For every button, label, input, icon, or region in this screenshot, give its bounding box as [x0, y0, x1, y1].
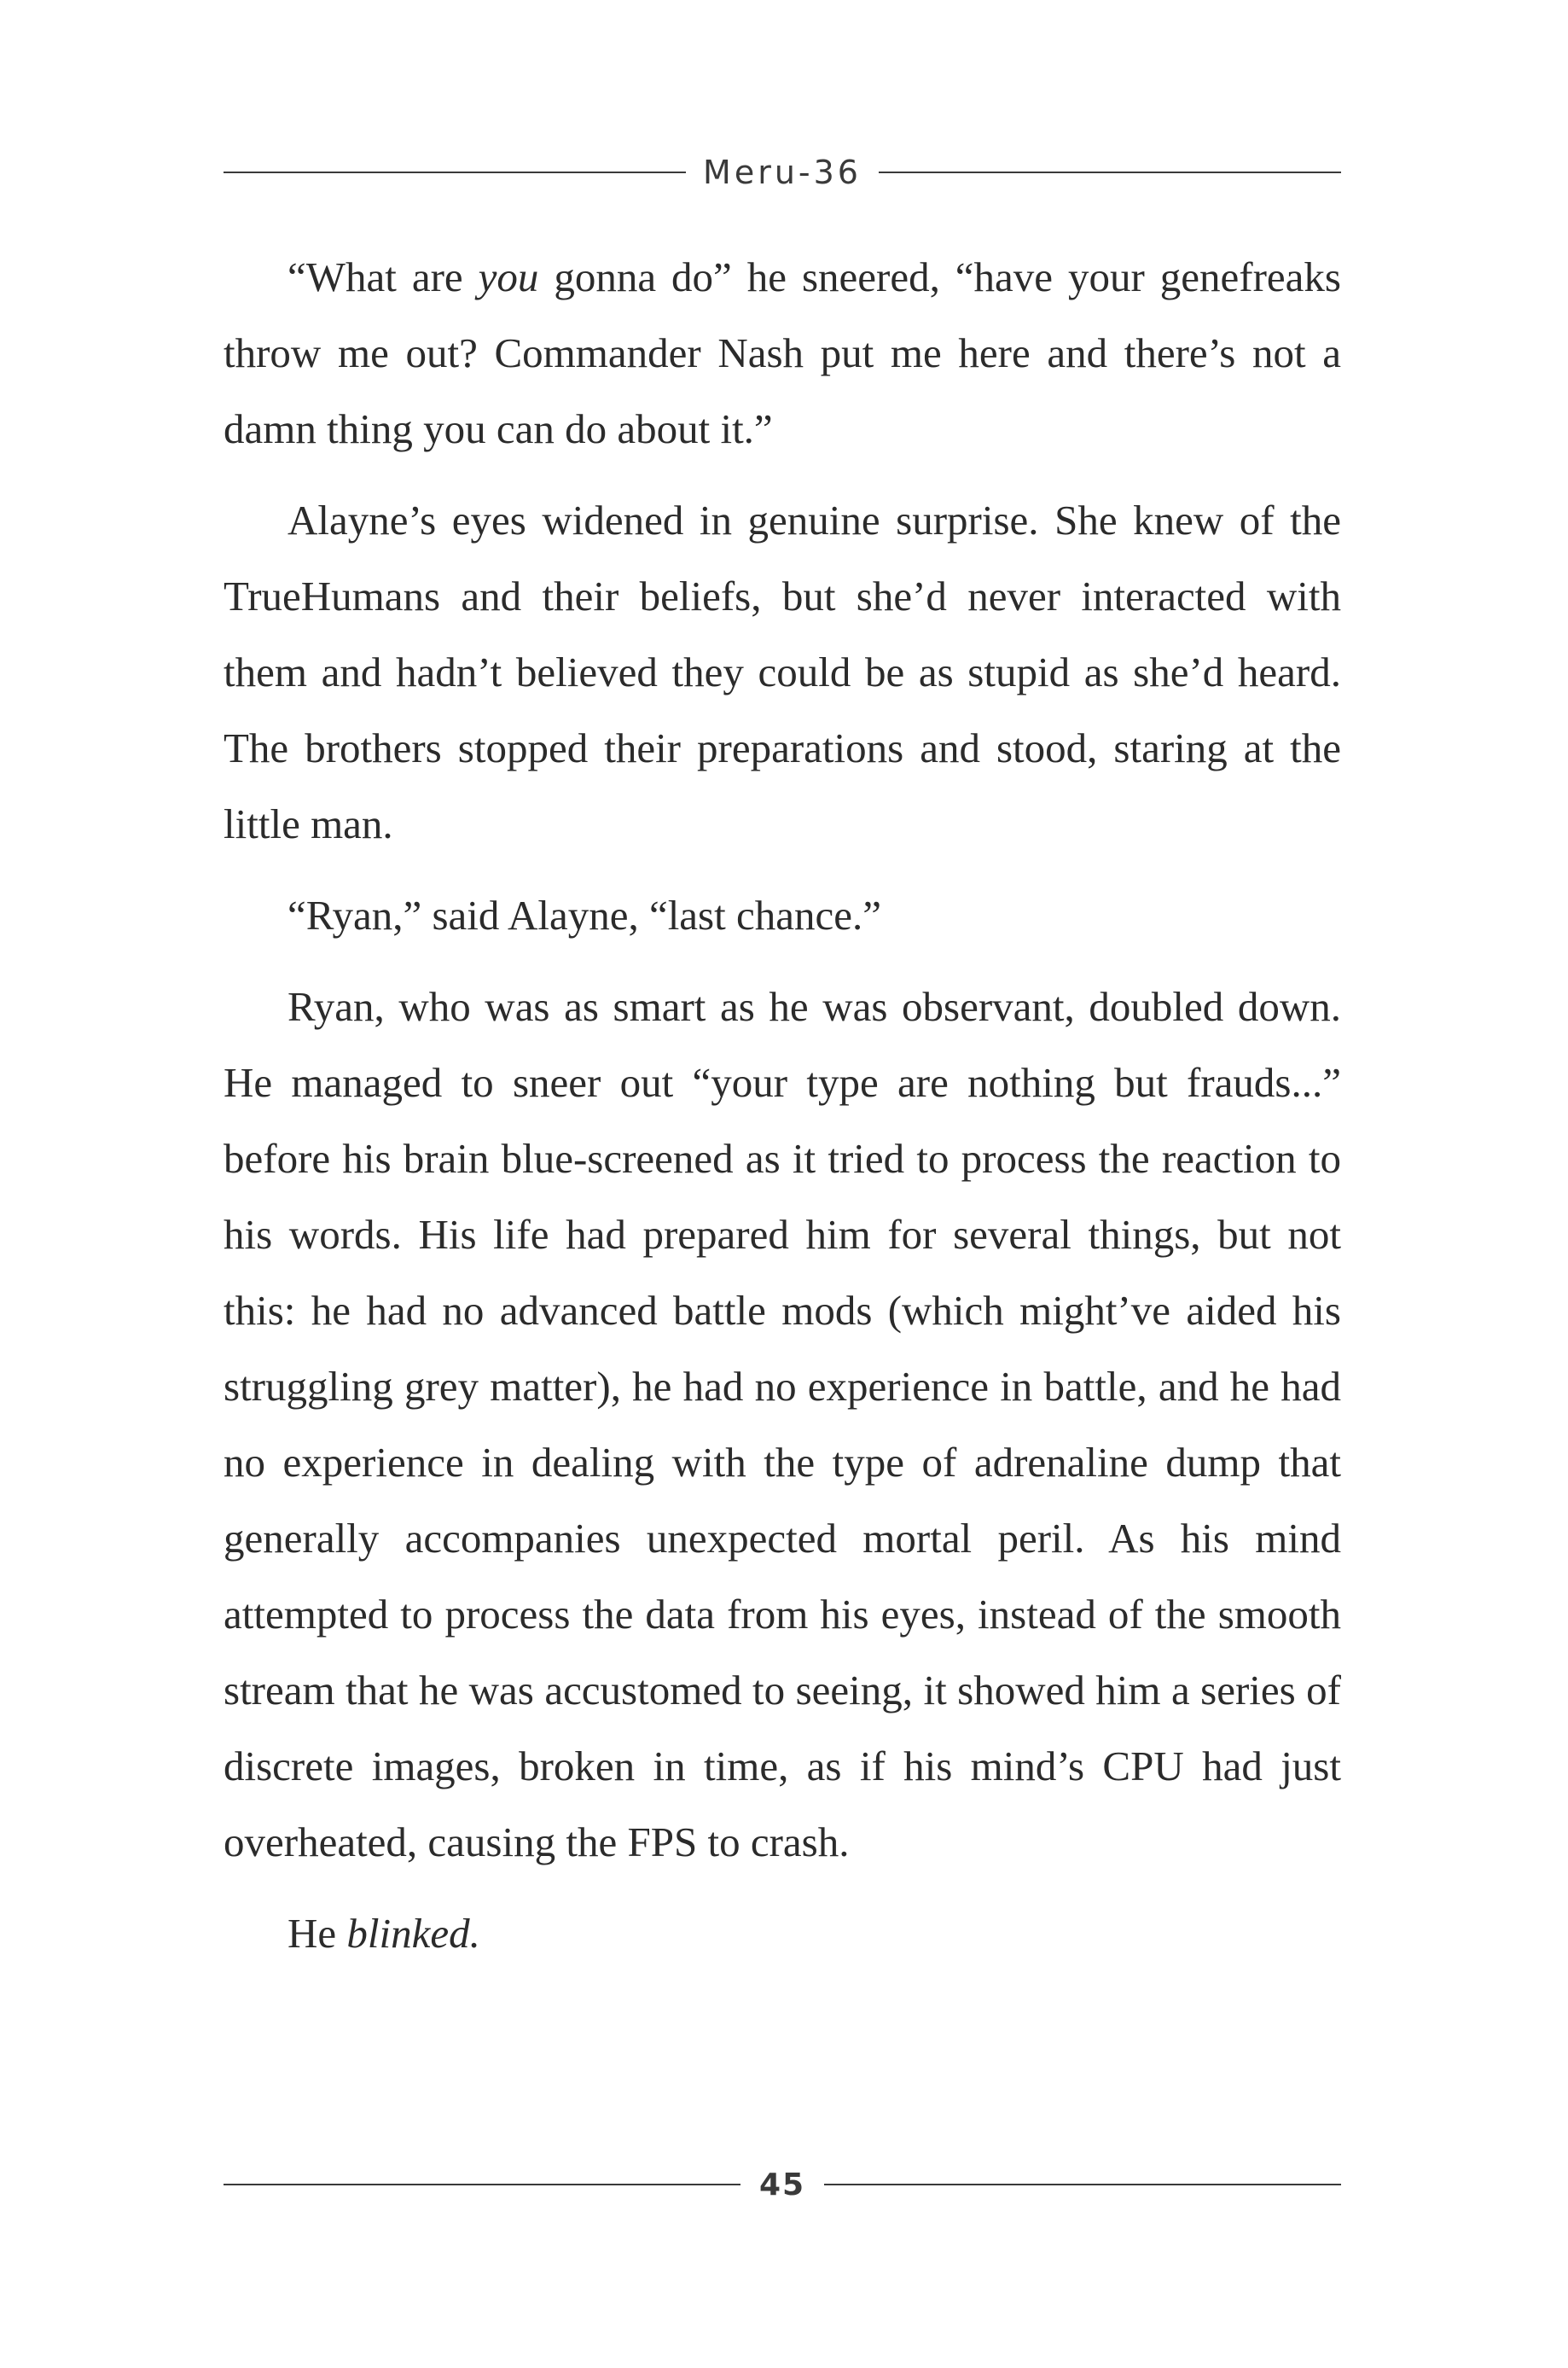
paragraph-4: Ryan, who was as smart as he was observant, doubled down. He managed to sneer out “your type are nothing but frauds...” before his brain blue-screened as it tried to process the reaction to his words. His life had prepared him for several things, but not this: he had no advanced battle mods (which might’ve aided his struggling grey matter), he had no experience in battle, and he had no experience in dealing with the type of adrenaline dump that generally accompanies unexpected mortal peril. As his mind attempted to process the data from his eyes, instead of the smooth stream that he was accustomed to seeing, it showed him a series of discrete images, broken in time, as if his mind’s CPU had just overheated, causing the FPS to crash. — [224, 983, 1341, 1865]
paragraph-1-emphasis: you — [478, 253, 539, 300]
running-header — [224, 147, 1341, 198]
paragraph-1 — [224, 239, 1341, 467]
paragraph-5-emphasis: blinked. — [346, 1910, 480, 1957]
footer-rule-right — [824, 2184, 1341, 2185]
paragraph-1-before: “What are — [287, 253, 479, 300]
page-number: 45 — [758, 2167, 806, 2202]
paragraph-5-before: He — [287, 1910, 347, 1957]
body-text — [224, 239, 1341, 1987]
header-rule-right — [879, 172, 1341, 173]
paragraph-2: Alayne’s eyes widened in genuine surprise. She knew of the TrueHumans and their beliefs, but she’d never interacted with them and hadn’t believed they could be as stupid as she’d heard. The brothers stopped their preparations and stood, staring at the little man. — [224, 497, 1341, 847]
paragraph-1-after: gonna do” he sneered, “have your genefreaks throw me out? Commander Nash put me here and there’s not a damn thing you can do about it.” — [224, 253, 1341, 452]
paragraph-5 — [224, 1895, 1341, 1971]
header-rule-left — [224, 172, 686, 173]
page-footer — [224, 2159, 1341, 2210]
running-header-title: Meru-36 — [703, 154, 862, 191]
footer-rule-left — [224, 2184, 740, 2185]
paragraph-3: “Ryan,” said Alayne, “last chance.” — [287, 892, 881, 939]
